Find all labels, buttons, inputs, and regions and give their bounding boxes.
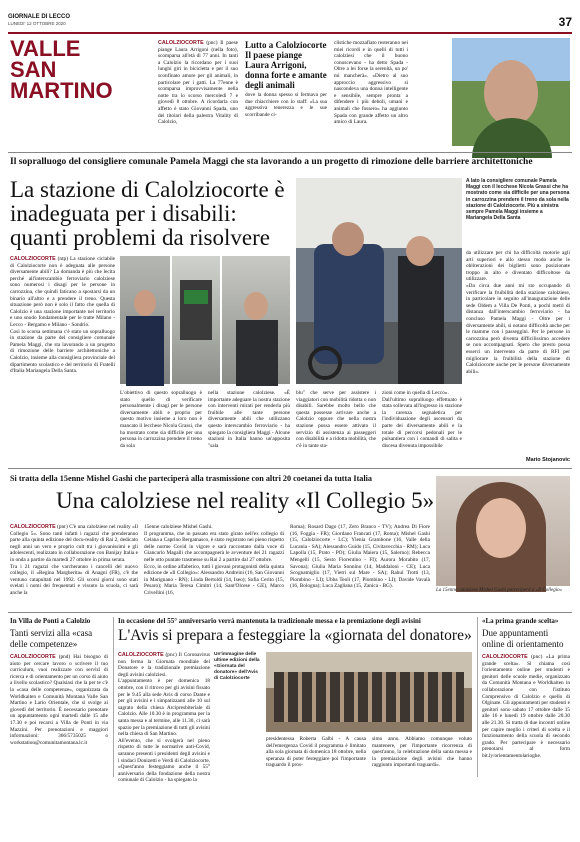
main-story-text-5: zioni come in quella di Lecco». xyxy=(382,390,449,396)
top-story-tag: (pnc) xyxy=(206,40,218,46)
main-story-col2: L'obiettivo di questo sopralluogo è stato quello di verificare personalmente i disagi per le persone diversamente abili e proprio per questo motivo insieme a loro non è mancato il lecchese Nicola Grassi, che ha mostrato come sia difficile per una persona in carrozzina prendere il treno da sola xyxy=(120,390,202,449)
bottom-mid-col3: simo anno. Abbiamo comunque voluto mantenere, per l'importante ricorrenza di quest'anno, la celebrazione della santa messa e la premiazione degli avisini che hanno raggiunto importanti traguardi». xyxy=(372,736,472,769)
reality-story-subtitle: Si tratta della 15enne Mishel Gashi che parteciperà alla trasmissione con altri 20 coetanei da tutta Italia xyxy=(10,474,373,483)
main-story-col6 xyxy=(466,250,570,456)
person-face xyxy=(134,290,156,316)
wheel xyxy=(308,346,342,380)
maggi-standing xyxy=(398,256,444,384)
main-story-subtitle: Il sopralluogo del consigliere comunale Pamela Maggi che sta lavorando a un progetto di rimozione delle barriere architettoniche xyxy=(10,157,533,167)
page-number: 37 xyxy=(558,15,572,29)
main-story-text-5b: Dall'ultimo sopralluogo effettuato è stata sollevata all'ingresso in stazione la carenza segnaletica per l'individuazione degli ascensori da parte dei diversamente abili e la totale di percorsi pedonali per le pulsantiera con i comandi di salita e discesa divenuta impossibile xyxy=(382,396,462,449)
masthead-rule xyxy=(8,32,572,34)
masthead-date: LUNEDI' 12 OTTOBRE 2020 xyxy=(8,21,66,26)
top-story-text-3: clistiche mozzafiato resteranno nei miei ricordi e in quelli di tutti i calolziesi che il buono conoscevano - ha detto Spada - Oltre a lei forse la serenità, un po' mi mancherà». xyxy=(334,40,408,79)
main-story-text-1: La stazione ciclabile di Calolziocorte non è adeguata alle persone diversamente abili? La domanda è più che lecita perché all'interscambio ferroviario calolziese sono numerosi i disagi per le persone in carrozzina, che quindi faticano a spostarsi da un binario all'altro e a prendere il treno. Questa situazione però non è solo il fatto che quella di Calolzio è una stazione importante nel territorio e uno snodo fondamentale per le tratte Milano - Lecco - Bergamo e Milano - Sondrio. xyxy=(10,256,116,328)
ticket-machine xyxy=(180,280,212,340)
reality-story-tag: (pnr) xyxy=(57,524,68,530)
main-story-col4: blu" che serve per assistere i viaggiatori con mobilità ridotta o non disabili. Sarebbe molto bello che questa possesse arrivare anche a Calolzio oppure che nella nostra stazione possa essere attivato il servizio di assistenza ai passeggeri con disabilità e a ridotta mobilità, che c'è in tante sta- xyxy=(296,390,376,449)
bottom-divider-right xyxy=(477,617,478,777)
top-story-text-1b: A ricordarla con affetto è stato Giovanni Spada, uno dei titolari della palestra Vitality di Calolzio, xyxy=(158,99,238,126)
bottom-mid-text-1b: L'appuntamento è per domenica 18 ottobre, con il ritrovo per gli avisini fissato per le 9.45 alla sede Avis di corso Dante e per gli avisini e i simpatizzanti alle 10 sul sagrato della chiesa Arcipresbiteriale di Calolzio. Alle 10.30 è in programma per la santa messa e al termine, alle 11.30, ci sarà spazio per la premiazione di tutti gli avisini nella chiesa di San Martino. xyxy=(118,678,210,738)
bottom-right-tag: (pnc) xyxy=(531,654,543,660)
reality-photo-caption: La 15enne calolziese Mishel Gashi parteciperà a «Il Collegio» xyxy=(436,588,563,593)
bottom-left-body xyxy=(10,654,108,774)
divider-3 xyxy=(8,612,572,613)
main-story-col1 xyxy=(10,256,115,462)
main-story-text-6b: «Da circa due anni mi sto occupando di verificare la fruibilità della stazione calolziese, in particolare in seguito all'inaugurazione delle sede Oldem a Villa De Ponti, a pochi metri di distanza dall'interscambio ferroviario - ha concluso Pamela Maggi - Oltre per i diversamente abili, si notano difficoltà anche per le mamme con i passeggini. Per le persone in carrozzina però diventa difficilissimo accedere se non accompagnati. Spero che presto possa esserci un intervento da parte di RFI per migliorare la fruibilità della stazione di Calolziocorte anche per le persone diversamente abili». xyxy=(466,282,570,375)
avis-premiazione-photo xyxy=(266,652,472,732)
reality-story-col1 xyxy=(10,524,138,606)
reality-story-text-1b: Tra i 21 ragazzi che varcheranno i cancelli del nuovo collegio, il «Regina Margherita» di Anagni (FR), c'è the ventuno catapultati nel 1992. Gli scorsi giorni sono stati svelati i nomi dei frequentati e vissuto la scuola, ci sarà anche la xyxy=(10,563,138,596)
reality-story-text-2b: Il programma, che in passato era stato girato nell'ex collegio di Celana a Caprino Bergamasco, è stato registrato nei pieno rispetto delle norme Covid in vigore e sarà raccontato dalla voce di Giancarlo Magalli che accompagnerà le avventure dei 21 ragazzi nelle otto puntate trasmesse su Rai 2 a partire dal 27 ottobre. xyxy=(144,530,284,563)
bottom-mid-kicker: CALOLZIOCORTE xyxy=(118,652,164,658)
reality-story-kicker: CALOLZIOCORTE xyxy=(10,524,56,530)
main-story-col3: nella stazione calolziese. «È importante adeguare la nostra stazione con interventi mirati per renderla più fruibile alle tante persone diversamente abili che utilizzano questo interscambio ferroviario - ha spiegato la consigliera Maggi - Alcune stazioni in Italia hanno un'apposita "sala xyxy=(208,390,290,449)
reality-story-text-1: C'è una calolziese nel reality «Il Collegio 5». Sono tanti infatti i ragazzi che prenderanno parte alla quinta edizione del docu-reality di Rai 2, dedicato negli anni un vero e proprio cult tra i giovanissimi e gli adolescenti, realizzato in collaborazione con Banijay Italia e in onda a partire da martedì 27 ottobre in prima serata. xyxy=(10,524,139,563)
section-line-2: SAN xyxy=(10,57,57,82)
bottom-divider-left xyxy=(113,617,114,777)
maggi-photo-right xyxy=(222,256,290,384)
bottom-left-section: In Villa de Ponti a Calolzio xyxy=(10,617,91,625)
station-train-photo xyxy=(296,178,462,384)
crowd xyxy=(274,672,464,722)
bottom-mid-photo-caption: Un'immagine delle ultime edizioni della «Giornata del donatore» dell'Avis di Calolziocorte xyxy=(214,652,260,681)
station-photo-middle xyxy=(172,256,220,384)
maggi-standing-face xyxy=(406,236,434,266)
top-story-text-3b: «Dietro al suo approccio aggressivo si nascondeva una donna intelligente e sensibile, sempre pronta a difendere i più deboli, umani e animali che fossero» ha aggiunto Spada con grande affetto un altro amico di Laura. xyxy=(334,72,409,126)
bottom-left-tag: (pnd) xyxy=(58,654,71,660)
section-title xyxy=(10,38,152,101)
bottom-right-body xyxy=(482,654,570,776)
main-story-tag: (ntp) xyxy=(57,256,68,262)
section-line-1: VALLE xyxy=(10,36,81,61)
bottom-mid-col2: presidentessa Roberta Galbi - A causa dell'emergenza Covid il programma è limitato alla sola giornata di domenica 18 ottobre, nella speranza di poter festeggiare poi l'importante traguardo il pros- xyxy=(266,736,366,769)
main-story-text-1b: Così lo scorsa settimana c'è stato un sopralluogo in stazione da parte del consigliere comunale Pamela Maggi, che sta lavorando a un progetto di rimozione delle barriere architettoniche a Calolzio, insieme alla consigliera provinciale del dipartimento scolastico e del territorio di Fratelli d'Italia Mariangela Della Santa. xyxy=(10,328,115,375)
reality-story-text-2c: Ecco, in ordine alfabetico, tutti i giovani protagonisti della quinta edizione de «Il Collegio»: Alessandro Andreini (16, San Giovanni in Marignano - RN); Linda Bertoldi (14, Iseo); Sofia Cerito (15, Pesaro); Maria Teresa Cimitri (14, Sant'Olcese - GE), Marco Crivellini (16, xyxy=(144,563,284,596)
top-story-col3 xyxy=(334,40,408,146)
divider-1 xyxy=(8,152,572,153)
divider-2 xyxy=(8,468,572,469)
bottom-right-headline: Due appuntamenti online di orientamento xyxy=(482,628,564,649)
mishel-gashi-photo xyxy=(436,476,570,586)
main-story-kicker: CALOLZIOCORTE xyxy=(10,256,56,262)
bottom-mid-text-1d: «Quest'anno festeggiamo anche il 55° anniversario della fondazione della nostra comunale di Calolzio - ha spiegato la xyxy=(118,764,210,784)
machine-screen xyxy=(184,290,208,304)
bottom-mid-text-1c: All'evento, che si svolgerà nel pieno rispetto di tutte le normative anti-Covid, saranno presenti i presidenti degli avisini e i sindaci Donizetti e Verdi di Calolziocorte. xyxy=(118,737,210,764)
top-story-kicker: CALOLZIOCORTE xyxy=(158,40,204,46)
grassi-face xyxy=(332,222,364,256)
main-story-headline: La stazione di Calolziocorte è inadeguata per i disabili: quanti problemi da risolvere xyxy=(10,177,285,250)
reality-story-headline: Una calolziese nel reality «Il Collegio 5» xyxy=(56,488,435,513)
person-coat xyxy=(126,316,164,386)
bottom-mid-text-1: Il Coronavirus non ferma la Giornata mondiale del Donatore e la tradizionale premiazione degli avisini calolziesi. xyxy=(118,652,211,678)
bottom-right-kicker: CALOLZIOCORTE xyxy=(482,654,528,660)
bottom-left-headline: Tanti servizi alla «casa delle competenze» xyxy=(10,628,93,649)
main-story-text-6: da utilizzare per chi ha difficoltà motorie agli arti superiori e allo stesso modo anche le obliterazioni dei biglietti sono posizionate troppo in alto e diventato difficoltose da utilizzare. xyxy=(466,250,570,283)
reality-story-col2 xyxy=(144,524,284,606)
reality-story-col3: Roma); Rosard Dago (17, Zero Branco - TV); Andrea Di Fiore (16, Foggia - FR); Giordano Francati (17, Roma); Mishel Gashi (15, Calolziocorte - LC); Ylenia Grambone (16, Valle della Lucania - SA); Alessandro Guido (15, Civitavecchia - RM); Luca Lapolla (15, Prato - PO); Giulia Maiera (15, Salerno); Rebecca Mengelli (15, Sesto Fiorentino - FI); Aurora Morabito (17, Savona); Giulia Maria Sonnino (14, Maddaloni - CE); Luca Scognamiglio (17, Vietri sul Mare - SA); Rahul Trotti (13, Piombino - LI); Ubba Teoli (17, Piombino - LI); Davide Vavalà (16, Bologna); Luca Zagliana (15, Zanica - BG). xyxy=(290,524,430,590)
bottom-mid-section: In occasione del 55° anniversario verrà mantenuta la tradizionale messa e la premiazione degli avisini xyxy=(118,617,421,625)
maggi-face xyxy=(244,292,268,320)
maggi-della-santa-photo-left xyxy=(120,256,170,384)
laura-arrigoni-photo xyxy=(452,38,570,146)
reality-story-text-2: 15enne calolziese Mishel Gashi. xyxy=(144,524,213,530)
bottom-mid-tag: (pnc) xyxy=(165,652,177,658)
main-story-col5 xyxy=(382,390,462,462)
bottom-right-section: «La prima grande scelta» xyxy=(482,617,559,625)
main-photo-caption: A lato la consigliere comunale Pamela Maggi con il lecchese Nicola Grassi che ha mostrato come sia difficile per una persona in carrozzina prendere il treno da sola nella stazione di Calolziocorte. Più a sinistra sempre Pamela Maggi insieme a Mariangela Della Santa xyxy=(466,178,570,222)
bottom-left-kicker: CALOLZIOCORTE xyxy=(10,654,56,660)
section-line-3: MARTINO xyxy=(10,78,113,103)
top-story-text-1: Il paese piange Laura Arrigoni (nella foto), scomparsa all'età di 77 anni. In tanti a Calolzio la ricordano per i suoi lunghi giri in bicicletta e per il suo sconfinato amore per gli animali, in particolare per i gatti. La 77enne è scomparsa improvvisamente nella notte tra lo scorso mercoledì 7 e giovedì 8 ottobre. xyxy=(158,40,238,106)
bottom-mid-headline: L'Avis si prepara a festeggiare la «giornata del donatore» xyxy=(118,627,472,644)
bottom-right-text: «La prima grande scelta». Si chiama così l'orientamento online per studenti e genitori delle scuole medie, organizzato da Comunità Montana e Worldkaiten in collaborazione con l'istituto Comprensivo di Calolzio e quello di Olginate. Gli appuntamenti per studenti e genitori sono sabato 17 ottobre dalle 15 alle 16 e lunedì 19 ottobre dalle 20.30 alle 21.30. Si tratta di due incontri online per capire meglio i criteri di scelta e il funzionamento della scuola di secondo grado. Per partecipare è necessario prenotarsi al form bit.ly/orientamentolarioghe. xyxy=(482,654,571,759)
maggi-coat xyxy=(236,320,278,386)
top-story-col1 xyxy=(158,40,238,146)
bottom-mid-col1 xyxy=(118,652,211,784)
top-story-col2: dove la donna spesso si fermava per due chiacchiere con lo staff: «La sua aggressiva tenerezza e le sue scorribande ci- xyxy=(245,92,327,118)
gashi-face xyxy=(476,498,526,558)
main-story-signature: Mario Stojanovic xyxy=(525,457,570,463)
top-story-headline: Lutto a Calolziocorte Il paese piange Laura Arrigoni, donna forte e amante degli animali xyxy=(245,40,327,90)
bottom-left-text: Hai bisogno di aiuto per cercare lavoro o scrivere il tuo curriculum, vuoi realizzare con servizi di ricerca e di orientamento per un corso di aiuto a livello scolastico? Qualsiasi che la per te c'è la «casa delle competenze», organizzata da Worldkaiten e Comunità Montana Valle San Martino e Lario Orientale, che si svolge ai giovedì del territorio. È necessario prenotare un appuntamento ogni martedì dalle 15 alle 17.30 e poi recarsi a Villa de Ponti in via Mazzini. Per prenotazioni e maggiori informazioni: 366/5735025 o workstation@comunitamontana.lc.it xyxy=(10,654,108,746)
masthead-paper: GIORNALE DI LECCO xyxy=(8,14,71,20)
portrait-face xyxy=(484,60,538,126)
